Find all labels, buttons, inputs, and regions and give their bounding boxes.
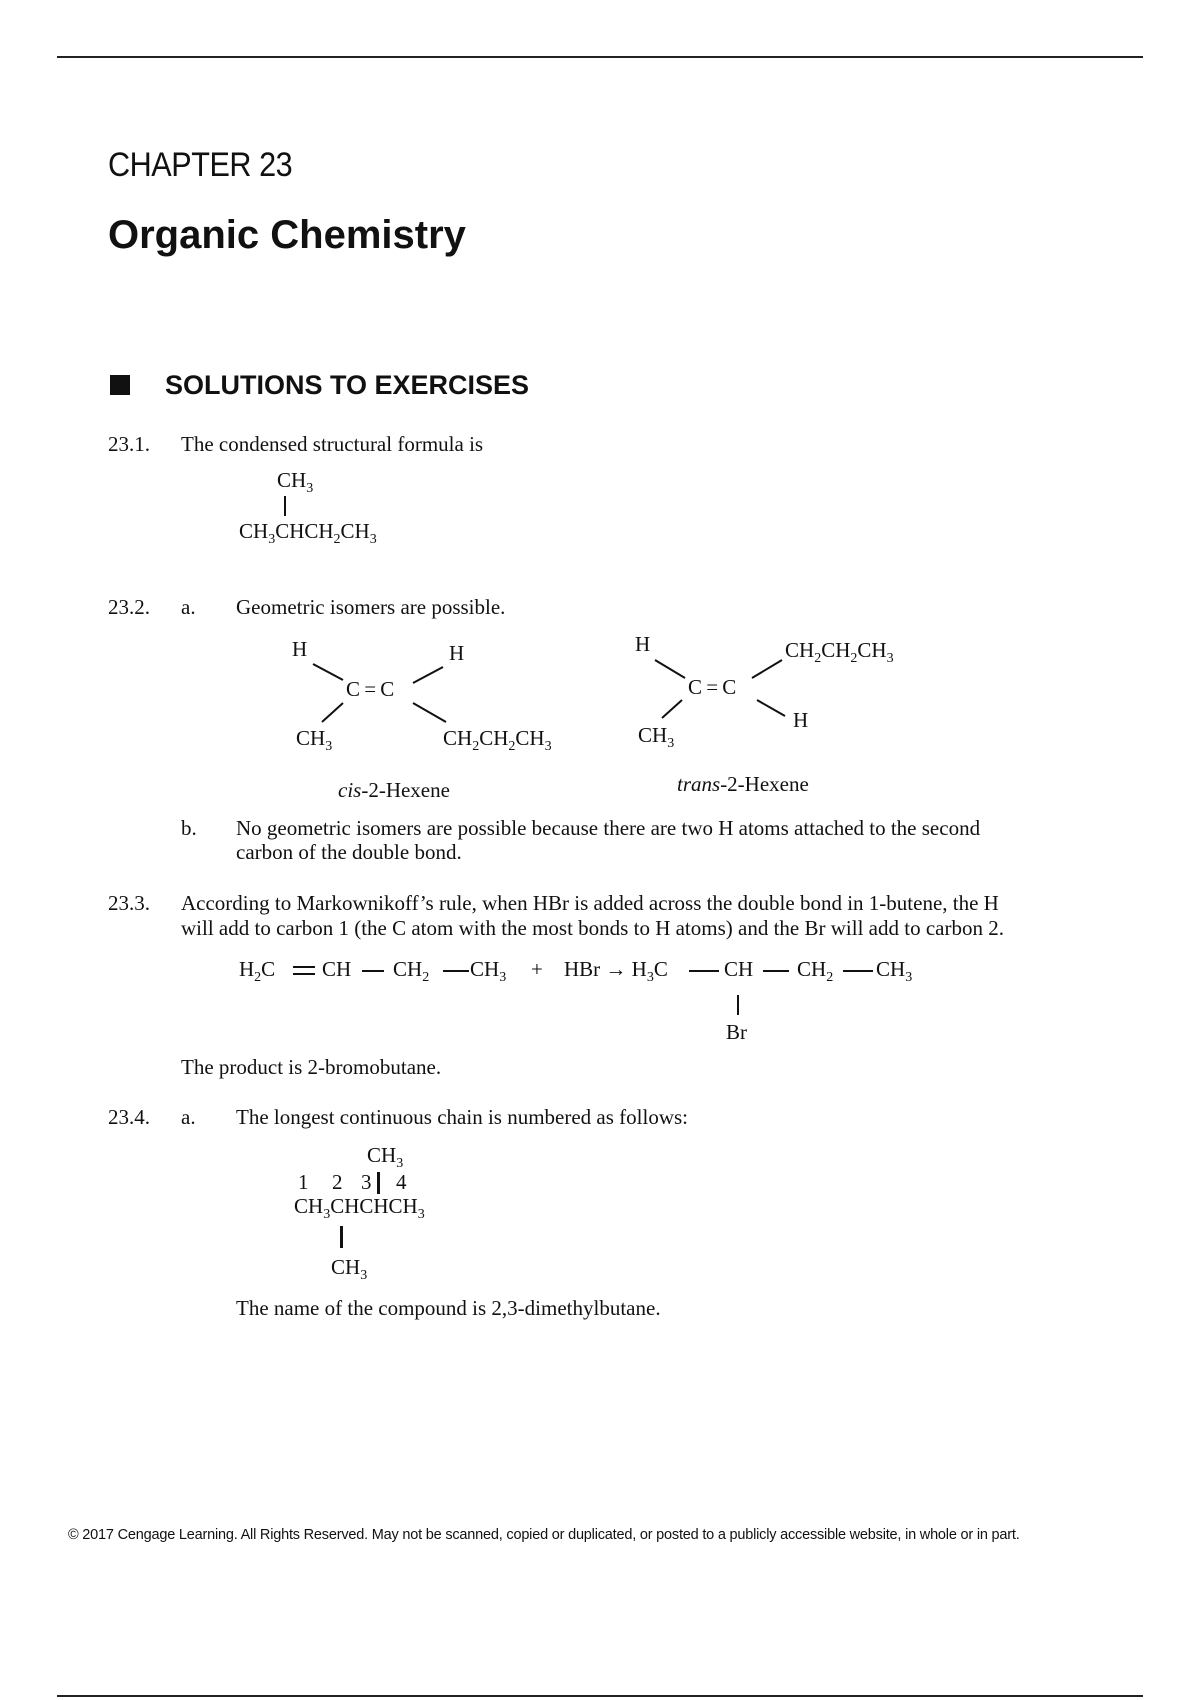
double-bond: C = C	[688, 675, 737, 699]
formula-main: $CH_3CHCH_2CH_3$	[239, 519, 377, 547]
exercise-text-line: According to Markownikoff’s rule, when HBr is added across the double bond in 1-butene, the H	[181, 891, 999, 915]
part-label: b.	[181, 816, 197, 840]
top-methyl: $CH_3$	[367, 1143, 404, 1171]
propyl-group: $CH_2CH_2CH_3$	[443, 726, 552, 754]
double-bond-line	[293, 966, 315, 968]
exercise-number: 23.3.	[108, 891, 150, 915]
exercise-text-line: will add to carbon 1 (the C atom with the most bonds to H atoms) and the Br will add to carbon 2.	[181, 916, 1004, 940]
atom-h: H	[292, 637, 308, 661]
product-ch2: $CH_2$	[797, 957, 834, 985]
carbon-number: 2	[332, 1170, 343, 1194]
double-bond-line	[293, 973, 315, 975]
methyl-group: $CH_3$	[638, 723, 675, 751]
product-ch: CH	[724, 957, 754, 981]
reagent-and-arrow: HBr → $H_3C$	[564, 957, 668, 985]
carbon-number: 1	[298, 1170, 309, 1194]
copyright-footer: © 2017 Cengage Learning. All Rights Reserved. May not be scanned, copied or duplicated, or posted to a publicly accessible website, in whole or in part.	[68, 1527, 1020, 1543]
atom-h: H	[793, 708, 809, 732]
single-bond	[443, 970, 469, 972]
atom-h: H	[635, 632, 651, 656]
section-title: SOLUTIONS TO EXERCISES	[165, 370, 530, 400]
plus-sign: +	[531, 957, 543, 981]
double-bond: C = C	[346, 677, 395, 701]
bottom-methyl-bond	[340, 1226, 343, 1248]
carbon-number: 3	[361, 1170, 372, 1194]
part-text: The longest continuous chain is numbered as follows:	[236, 1105, 689, 1129]
exercise-text: The condensed structural formula is	[181, 432, 484, 456]
reactant-ch: CH	[322, 957, 352, 981]
bottom-rule	[57, 1695, 1143, 1697]
atom-h: H	[449, 641, 465, 665]
chapter-title: Organic Chemistry	[108, 213, 466, 257]
reactant-h2c: $H_2C$	[239, 957, 276, 985]
chapter-label: CHAPTER 23	[108, 146, 293, 184]
top-methyl-bond	[377, 1172, 380, 1194]
bottom-methyl: $CH_3$	[331, 1255, 368, 1283]
single-bond	[362, 970, 384, 972]
bromine-atom: Br	[726, 1020, 747, 1044]
isomer-name: cis-2-Hexene	[338, 778, 450, 802]
br-bond	[737, 995, 739, 1015]
main-chain: $CH_3CHCHCH_3$	[294, 1194, 425, 1222]
carbon-number: 4	[396, 1170, 407, 1194]
exercise-number: 23.2.	[108, 595, 150, 619]
isomer-name: trans-2-Hexene	[677, 772, 809, 796]
part-text-line: carbon of the double bond.	[236, 840, 462, 864]
exercise-number: 23.1.	[108, 432, 150, 456]
part-label: a.	[181, 595, 196, 619]
trans-bonds	[0, 0, 1200, 800]
part-text-line: No geometric isomers are possible because there are two H atoms attached to the second	[236, 816, 981, 840]
single-bond	[689, 970, 719, 972]
answer-statement: The name of the compound is 2,3-dimethylbutane.	[236, 1296, 661, 1320]
reactant-ch2: $CH_2$	[393, 957, 430, 985]
product-statement: The product is 2-bromobutane.	[181, 1055, 442, 1079]
methyl-group: $CH_3$	[296, 726, 333, 754]
single-bond	[843, 970, 873, 972]
exercise-number: 23.4.	[108, 1105, 150, 1129]
reactant-ch3: $CH_3$	[470, 957, 507, 985]
part-text: Geometric isomers are possible.	[236, 595, 506, 619]
single-bond	[763, 970, 789, 972]
product-ch3: $CH_3$	[876, 957, 913, 985]
propyl-group: $CH_2CH_2CH_3$	[785, 638, 894, 666]
formula-branch: $CH_3$	[277, 468, 314, 496]
part-label: a.	[181, 1105, 196, 1129]
